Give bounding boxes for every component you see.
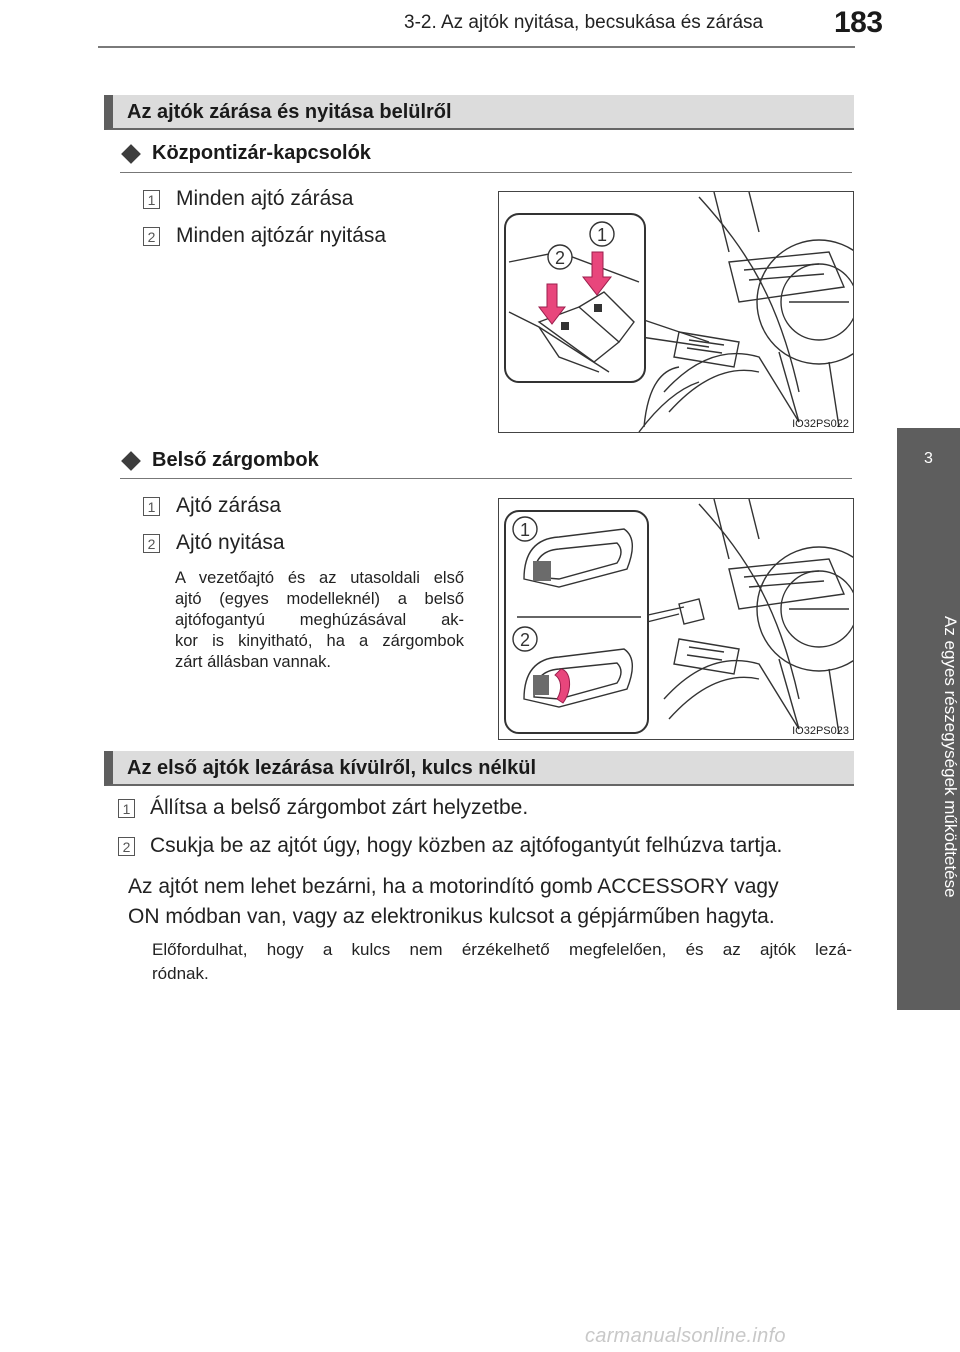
item-number-badge: 2 bbox=[143, 534, 160, 553]
watermark: carmanualsonline.info bbox=[585, 1325, 786, 1347]
subheading-text: Központizár-kapcsolók bbox=[152, 142, 371, 164]
running-header: 3-2. Az ajtók nyitása, becsukása és zárása bbox=[404, 12, 764, 33]
item-text: Minden ajtózár nyitása bbox=[176, 224, 387, 247]
item-number-badge: 2 bbox=[143, 227, 160, 246]
figure-callout: 1 bbox=[596, 225, 608, 245]
note-line: zárt állásban vannak. bbox=[175, 653, 331, 671]
subheading-inside-lock-buttons bbox=[120, 449, 319, 472]
diamond-bullet-icon bbox=[121, 144, 141, 164]
lock-switch-illustration bbox=[499, 192, 853, 432]
subheading-rule bbox=[120, 172, 852, 173]
body-paragraph bbox=[128, 872, 779, 932]
note-line: ajtó (egyes modelleknél) a belső bbox=[175, 590, 464, 608]
item-text: Minden ajtó zárása bbox=[176, 187, 354, 210]
body-line: Az ajtót nem lehet bezárni, ha a motorindító gomb ACCESSORY vagy bbox=[128, 875, 779, 898]
subheading-central-lock bbox=[120, 142, 371, 165]
figure-callout: 2 bbox=[519, 630, 531, 650]
chapter-title-vertical: Az egyes részegységek működtetése bbox=[941, 616, 960, 898]
figure-callout: 2 bbox=[554, 248, 566, 268]
figure-callout: 1 bbox=[519, 520, 531, 540]
note-line: kor is kinyitható, ha a zárgombok bbox=[175, 632, 464, 650]
figure-inside-lock-buttons bbox=[498, 498, 854, 740]
item-text: Ajtó nyitása bbox=[176, 531, 285, 554]
section-heading: Az első ajtók lezárása kívülről, kulcs nélkül bbox=[127, 757, 537, 779]
item-number-badge: 1 bbox=[143, 497, 160, 516]
note-paragraph bbox=[175, 568, 464, 673]
figure-code: IO32PS023 bbox=[792, 725, 849, 737]
chapter-number: 3 bbox=[924, 450, 933, 467]
figure-lock-switches bbox=[498, 191, 854, 433]
subheading-rule bbox=[120, 478, 852, 479]
item-number-badge: 1 bbox=[143, 190, 160, 209]
header-rule bbox=[98, 46, 855, 48]
step-text: Állítsa a belső zárgombot zárt helyzetbe. bbox=[150, 796, 529, 819]
diamond-bullet-icon bbox=[121, 451, 141, 471]
section-heading: Az ajtók zárása és nyitása belülről bbox=[127, 101, 452, 123]
small-note bbox=[152, 938, 852, 986]
item-text: Ajtó zárása bbox=[176, 494, 282, 517]
page-number: 183 bbox=[834, 6, 883, 39]
lock-button-illustration bbox=[499, 499, 853, 739]
note-line: A vezetőajtó és az utasoldali első bbox=[175, 569, 464, 587]
small-note-line: Előfordulhat, hogy a kulcs nem érzékelhető megfelelően, és az ajtók lezá- bbox=[152, 940, 852, 959]
step-number-badge: 1 bbox=[118, 799, 135, 818]
small-note-line: ródnak. bbox=[152, 964, 209, 983]
section-heading-bar bbox=[104, 751, 854, 786]
step-text: Csukja be az ajtót úgy, hogy közben az ajtófogantyút felhúzva tartja. bbox=[150, 834, 783, 857]
body-line: ON módban van, vagy az elektronikus kulcsot a gépjárműben hagyta. bbox=[128, 905, 775, 928]
step-number-badge: 2 bbox=[118, 837, 135, 856]
subheading-text: Belső zárgombok bbox=[152, 449, 319, 471]
section-heading-bar bbox=[104, 95, 854, 130]
figure-code: IO32PS022 bbox=[792, 418, 849, 430]
note-line: ajtófogantyú meghúzásával ak- bbox=[175, 611, 464, 629]
